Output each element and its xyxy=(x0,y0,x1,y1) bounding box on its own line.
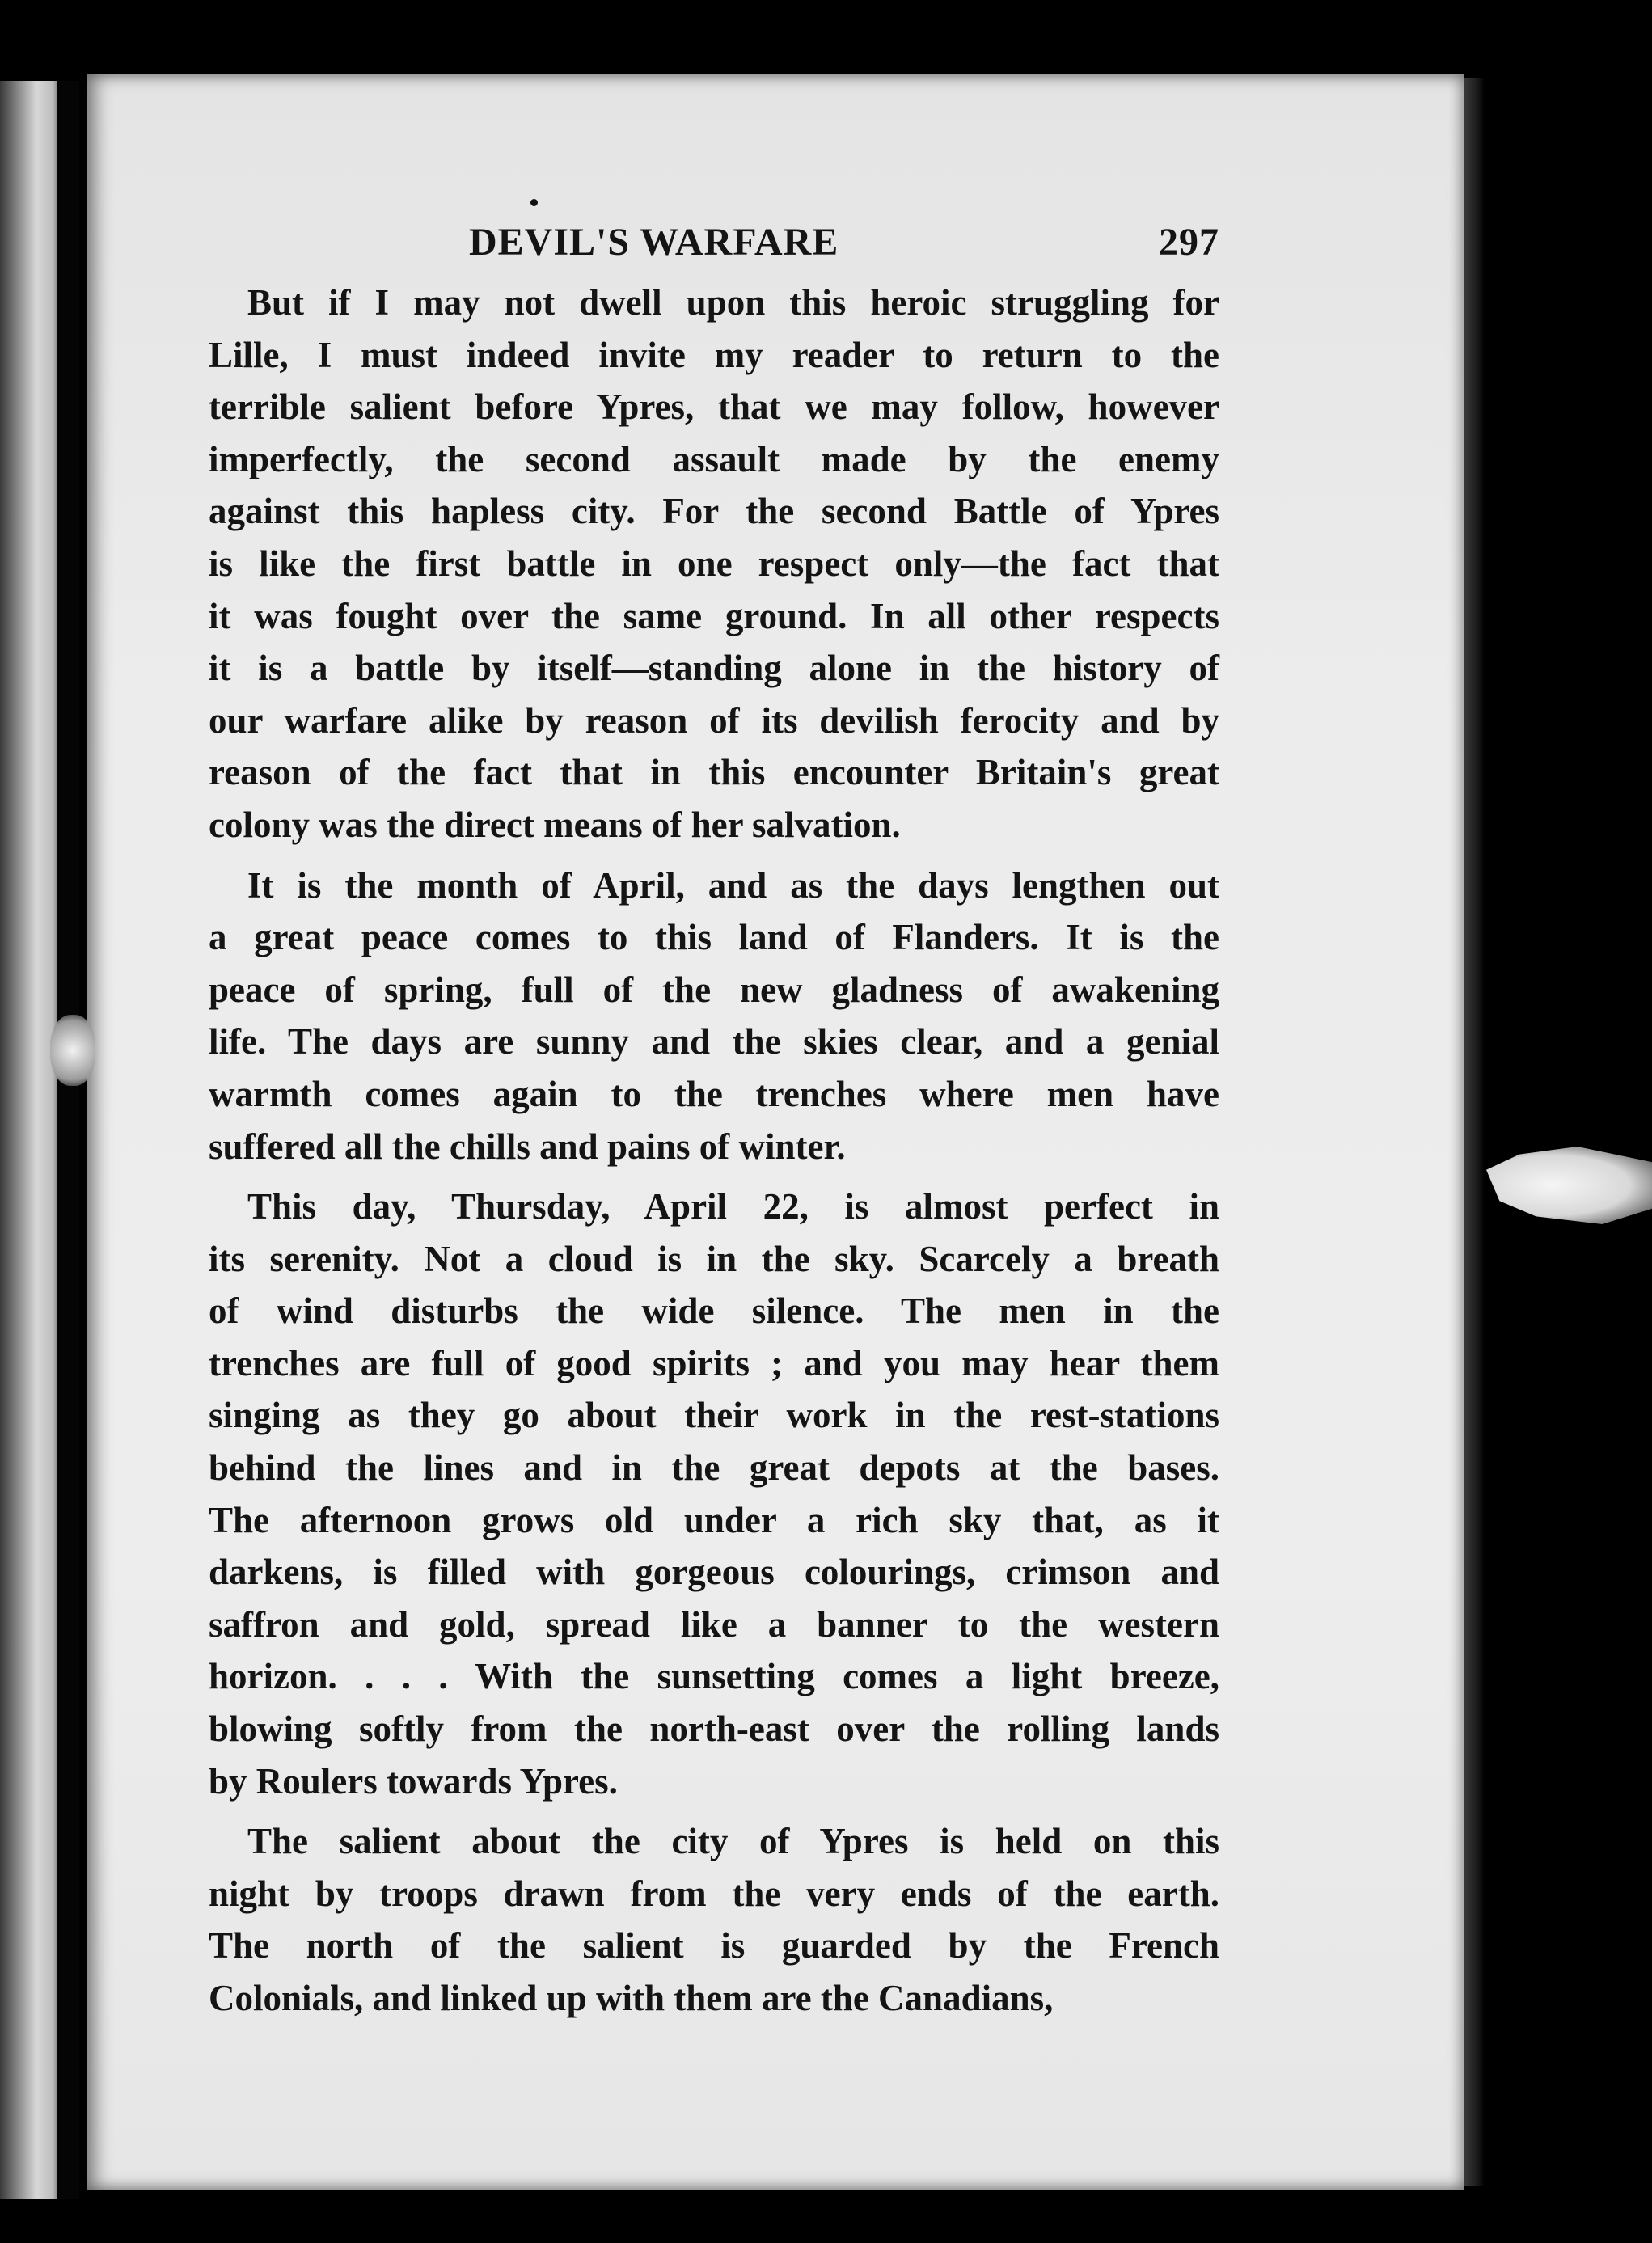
text-line: This day, Thursday, April 22, is almost perfect in xyxy=(247,1186,1219,1227)
text-line: against this hapless city. For the second Battle of Ypres xyxy=(209,491,1219,532)
running-title: DEVIL'S WARFARE xyxy=(469,221,839,264)
paragraph xyxy=(209,1815,1219,2024)
text-line: of wind disturbs the wide silence. The men in the xyxy=(209,1290,1219,1332)
text-line: imperfectly, the second assault made by the enemy xyxy=(209,438,1219,479)
paragraph xyxy=(209,860,1219,1173)
text-line: singing as they go about their work in the rest-stations xyxy=(209,1395,1219,1436)
paragraph xyxy=(209,277,1219,851)
text-line: But if I may not dwell upon this heroic struggling for xyxy=(247,282,1219,323)
ink-speck xyxy=(530,199,538,206)
text-line: peace of spring, full of the new gladness of awakening xyxy=(209,969,1219,1010)
text-line: night by troops drawn from the very ends of the earth. xyxy=(209,1873,1219,1914)
text-line: saffron and gold, spread like a banner to the western xyxy=(209,1603,1219,1645)
page-body xyxy=(209,220,1219,2025)
text-line: The afternoon grows old under a rich sky that, as it xyxy=(209,1499,1219,1540)
text-line: horizon. . . . With the sunsetting comes a light breeze, xyxy=(209,1656,1219,1697)
text-line: Lille, I must indeed invite my reader to return to the xyxy=(209,334,1219,375)
text-line: reason of the fact that in this encounter Britain's great xyxy=(209,752,1219,793)
text-line: trenches are full of good spirits ; and you may hear them xyxy=(209,1342,1219,1383)
text-line: It is the month of April, and as the days lengthen out xyxy=(247,864,1219,906)
paragraph xyxy=(209,1181,1219,1807)
text-line: by Roulers towards Ypres. xyxy=(209,1760,618,1802)
text-line: a great peace comes to this land of Flanders. It is the xyxy=(209,917,1219,958)
text-line: behind the lines and in the great depots at the bases. xyxy=(209,1447,1219,1489)
running-head xyxy=(209,220,1219,277)
text-line: its serenity. Not a cloud is in the sky. Scarcely a breath xyxy=(209,1238,1219,1279)
page-number: 297 xyxy=(1159,221,1219,264)
text-line: terrible salient before Ypres, that we may follow, however xyxy=(209,387,1219,428)
text-line: Colonials, and linked up with them are the Canadians, xyxy=(209,1978,1054,2018)
text-line: blowing softly from the north-east over the rolling lands xyxy=(209,1709,1219,1750)
text-line: is like the first battle in one respect only—the fact that xyxy=(209,543,1219,584)
text-line: darkens, is filled with gorgeous colourings, crimson and xyxy=(209,1552,1219,1593)
text-line: it is a battle by itself—standing alone in the history of xyxy=(209,648,1219,689)
text-line: life. The days are sunny and the skies clear, and a genial xyxy=(209,1021,1219,1062)
text-line: The salient about the city of Ypres is held on this xyxy=(247,1821,1219,1862)
page-edge-shadow xyxy=(1464,78,1485,2186)
text-line: our warfare alike by reason of its devilish ferocity and by xyxy=(209,699,1219,741)
paper-tear-mark xyxy=(1486,1147,1652,1224)
gutter-shadow xyxy=(57,81,79,2199)
text-line: it was fought over the same ground. In all other respects xyxy=(209,595,1219,636)
text-line: warmth comes again to the trenches where men have xyxy=(209,1073,1219,1114)
text-line: The north of the salient is guarded by the French xyxy=(209,1925,1219,1966)
text-line: colony was the direct means of her salvation. xyxy=(209,804,901,845)
paragraphs xyxy=(209,277,1219,2025)
text-line: suffered all the chills and pains of winter. xyxy=(209,1126,846,1167)
scan-blemish xyxy=(50,1015,95,1086)
